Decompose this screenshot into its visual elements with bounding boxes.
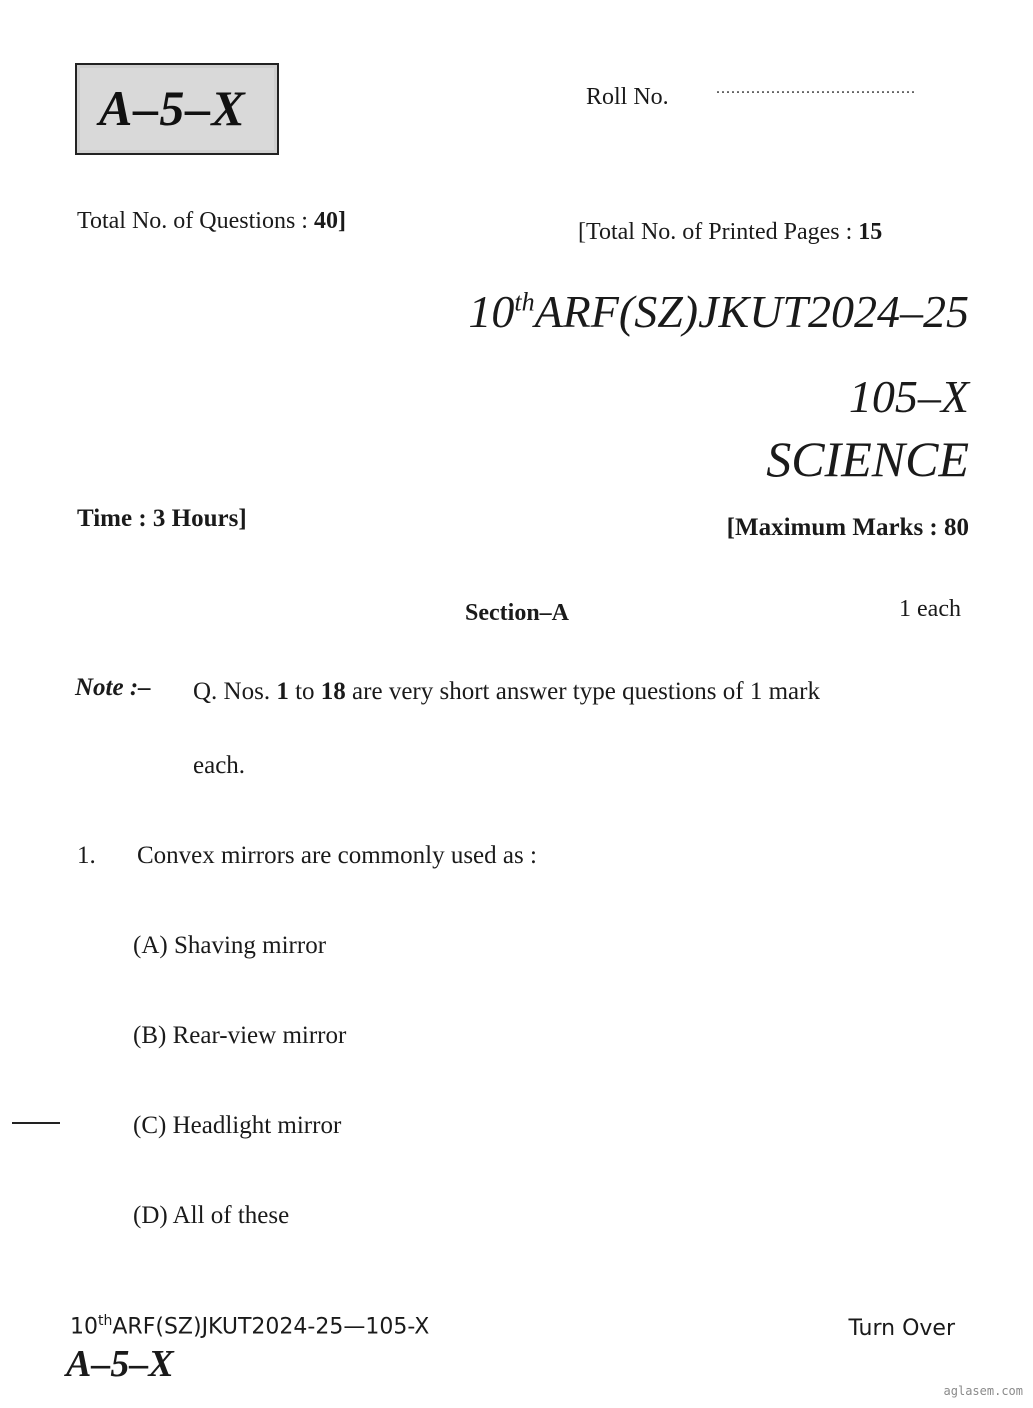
total-questions-label: Total No. of Questions : [77,208,308,234]
note-continuation: each. [193,752,246,779]
note-pre: Q. Nos. [193,678,271,705]
note-to-word: to [295,678,315,705]
section-marks: 1 each [899,596,961,622]
option-d: (D) All of these [133,1202,290,1229]
paper-code-box [75,63,279,155]
printed-pages-label: [Total No. of Printed Pages : [578,219,853,245]
watermark: aglasem.com [943,1384,1023,1398]
paper-number: 105–X [848,371,969,422]
footer-code-prefix: 10 [70,1314,98,1340]
note-from: 1 [276,678,289,705]
exam-series-code [468,285,969,338]
turn-over-label: Turn Over [848,1316,955,1341]
note-text [193,678,820,706]
option-a: (A) Shaving mirror [133,932,327,959]
total-questions [77,208,346,235]
footer-paper-id: A–5–X [66,1343,174,1385]
series-prefix: 10 [468,286,515,337]
footer-code-sup: th [98,1313,113,1329]
question-number: 1. [77,842,96,869]
footer-paper-code [70,1313,429,1339]
note-label: Note :– [75,674,151,701]
note-to: 18 [320,678,346,705]
printed-pages-value: 15 [858,219,883,245]
question-text: Convex mirrors are commonly used as : [137,842,537,869]
roll-number-blank: ........................................ [716,80,916,97]
option-c: (C) Headlight mirror [133,1112,342,1139]
total-questions-value: 40] [313,208,346,234]
maximum-marks: [Maximum Marks : 80 [726,514,969,541]
footer-code-rest: ARF(SZ)JKUT2024-25—105-X [112,1314,430,1340]
series-rest: ARF(SZ)JKUT2024–25 [534,286,969,337]
section-heading: Section–A [465,600,569,626]
margin-mark [12,1122,60,1124]
note-post: are very short answer type questions of 1 mark [352,678,820,705]
paper-code-text: A–5–X [99,80,246,136]
roll-number-label: Roll No. [586,84,669,110]
printed-pages [578,219,882,246]
subject-title: SCIENCE [766,431,969,487]
option-b: (B) Rear-view mirror [133,1022,347,1049]
series-sup: th [514,287,535,317]
time-allowed: Time : 3 Hours] [77,505,247,532]
